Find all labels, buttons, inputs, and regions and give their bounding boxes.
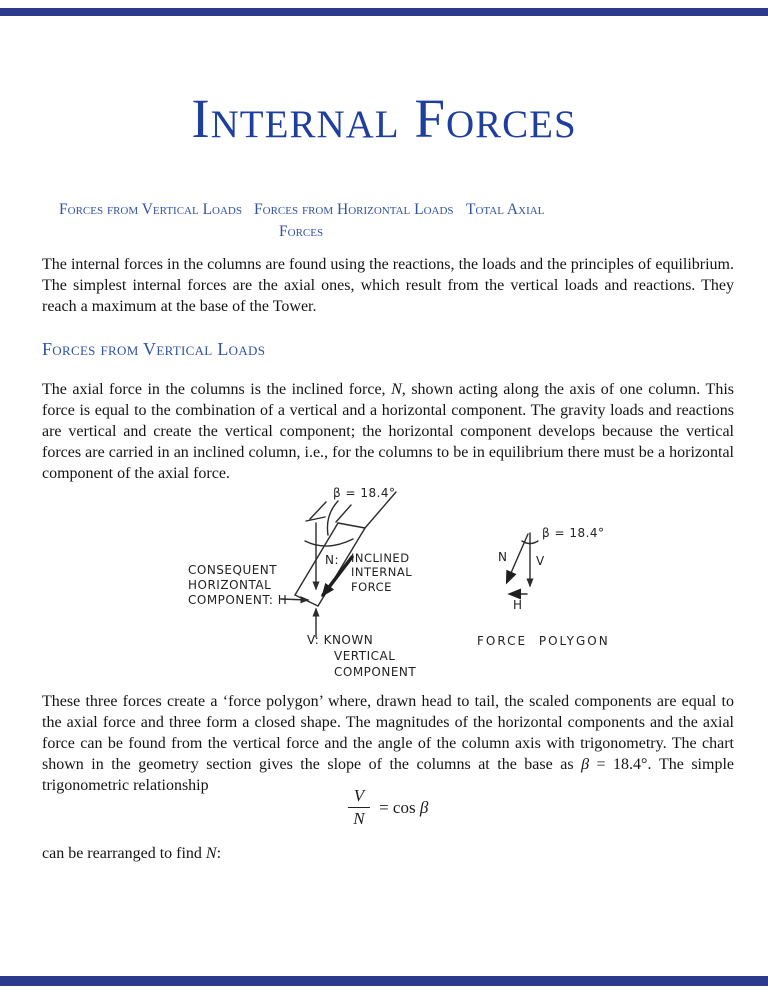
polygon-n-label: N: [498, 550, 508, 564]
section-paragraph-n: N: [391, 381, 402, 398]
force-polygon-paragraph: [42, 691, 734, 796]
beta-leader-line: [327, 501, 338, 535]
svg-text:COMPONENT: COMPONENT: [334, 665, 417, 679]
svg-text:VERTICAL: VERTICAL: [334, 649, 396, 663]
equation-cos: = cos: [379, 797, 420, 817]
nav-link-total-axial-wrap[interactable]: Forces: [279, 223, 324, 240]
figure-sketch: [150, 477, 662, 689]
vertical-reference-line: [306, 517, 325, 589]
equation-numerator: V: [348, 786, 370, 808]
polygon-h-label: H: [513, 598, 523, 612]
polygon-paragraph-post: . The simple trigonometric relationship: [42, 756, 734, 794]
section-heading: Forces from Vertical Loads: [42, 339, 266, 359]
svg-text:V: KNOWN: V: KNOWN: [307, 633, 374, 647]
svg-text:HORIZONTAL: HORIZONTAL: [188, 578, 272, 592]
column-sketch: [188, 486, 416, 679]
svg-text:N:: N:: [325, 553, 340, 567]
equation-rhs: [379, 798, 428, 818]
closing-pre: can be rearranged to find: [42, 845, 206, 862]
force-polygon: [477, 526, 610, 648]
equation-fraction: [348, 786, 370, 829]
svg-text:INCLINED: INCLINED: [351, 551, 410, 565]
polygon-paragraph-angle: = 18.4°: [589, 756, 648, 773]
polygon-beta-label: β = 18.4°: [542, 526, 605, 540]
polygon-v-label: V: [536, 554, 545, 568]
polygon-caption: FORCE POLYGON: [477, 634, 610, 648]
v-component-label: [307, 633, 416, 679]
svg-text:COMPONENT: H: COMPONENT: H: [188, 593, 288, 607]
section-paragraph: [42, 379, 734, 484]
section-paragraph-pre: The axial force in the columns is the inclined force,: [42, 381, 392, 398]
angle-arc: [305, 539, 353, 546]
trig-equation: [42, 786, 734, 829]
svg-text:CONSEQUENT: CONSEQUENT: [188, 563, 278, 577]
polygon-paragraph-beta: β: [581, 756, 590, 773]
bottom-accent-bar: [0, 976, 768, 986]
beta-angle-label: β = 18.4°: [333, 486, 396, 500]
polygon-paragraph-pre: These three forces create a ‘force polygon’ where, drawn head to tail, the scaled components are equal to the axial force and three form a closed shape. The magnitudes of the horizontal components and the axial force can be found from the vertical force and the angle of the column axis with trigonometry. The chart shown in the geometry section gives the slope of the columns at the base as: [42, 693, 734, 773]
intro-paragraph: The internal forces in the columns are found using the reactions, the loads and the principles of equilibrium. The simplest internal forces are the axial ones, which result from the vertical loads and reactions. They reach a maximum at the base of the Tower.: [42, 256, 734, 315]
nav-link-vertical-loads[interactable]: Forces from Vertical Loads: [59, 201, 242, 218]
nav-link-total-axial[interactable]: Total Axial: [466, 201, 545, 218]
nav-link-horizontal-loads[interactable]: Forces from Horizontal Loads: [254, 201, 454, 218]
closing-n: N: [205, 845, 217, 862]
equation-beta: β: [419, 797, 429, 817]
svg-text:INTERNAL: INTERNAL: [351, 565, 413, 579]
equation-denominator: N: [353, 809, 365, 828]
closing-post: :: [216, 845, 222, 862]
top-accent-bar: [0, 8, 768, 16]
section-paragraph-post: , shown acting along the axis of one column. This force is equal to the combination of a vertical and a horizontal component. The gravity loads and reactions are vertical and create the vertical component; the horizontal component develops because the vertical forces are carried in an inclined column, i.e., for the columns to be in equilibrium there must be a horizontal component of the axial force.: [42, 381, 735, 482]
page-title: Internal Forces: [191, 88, 577, 149]
polygon-n-arrow: [507, 534, 528, 582]
closing-line: [42, 845, 221, 863]
svg-text:FORCE: FORCE: [351, 580, 392, 594]
h-component-label: [188, 563, 287, 607]
